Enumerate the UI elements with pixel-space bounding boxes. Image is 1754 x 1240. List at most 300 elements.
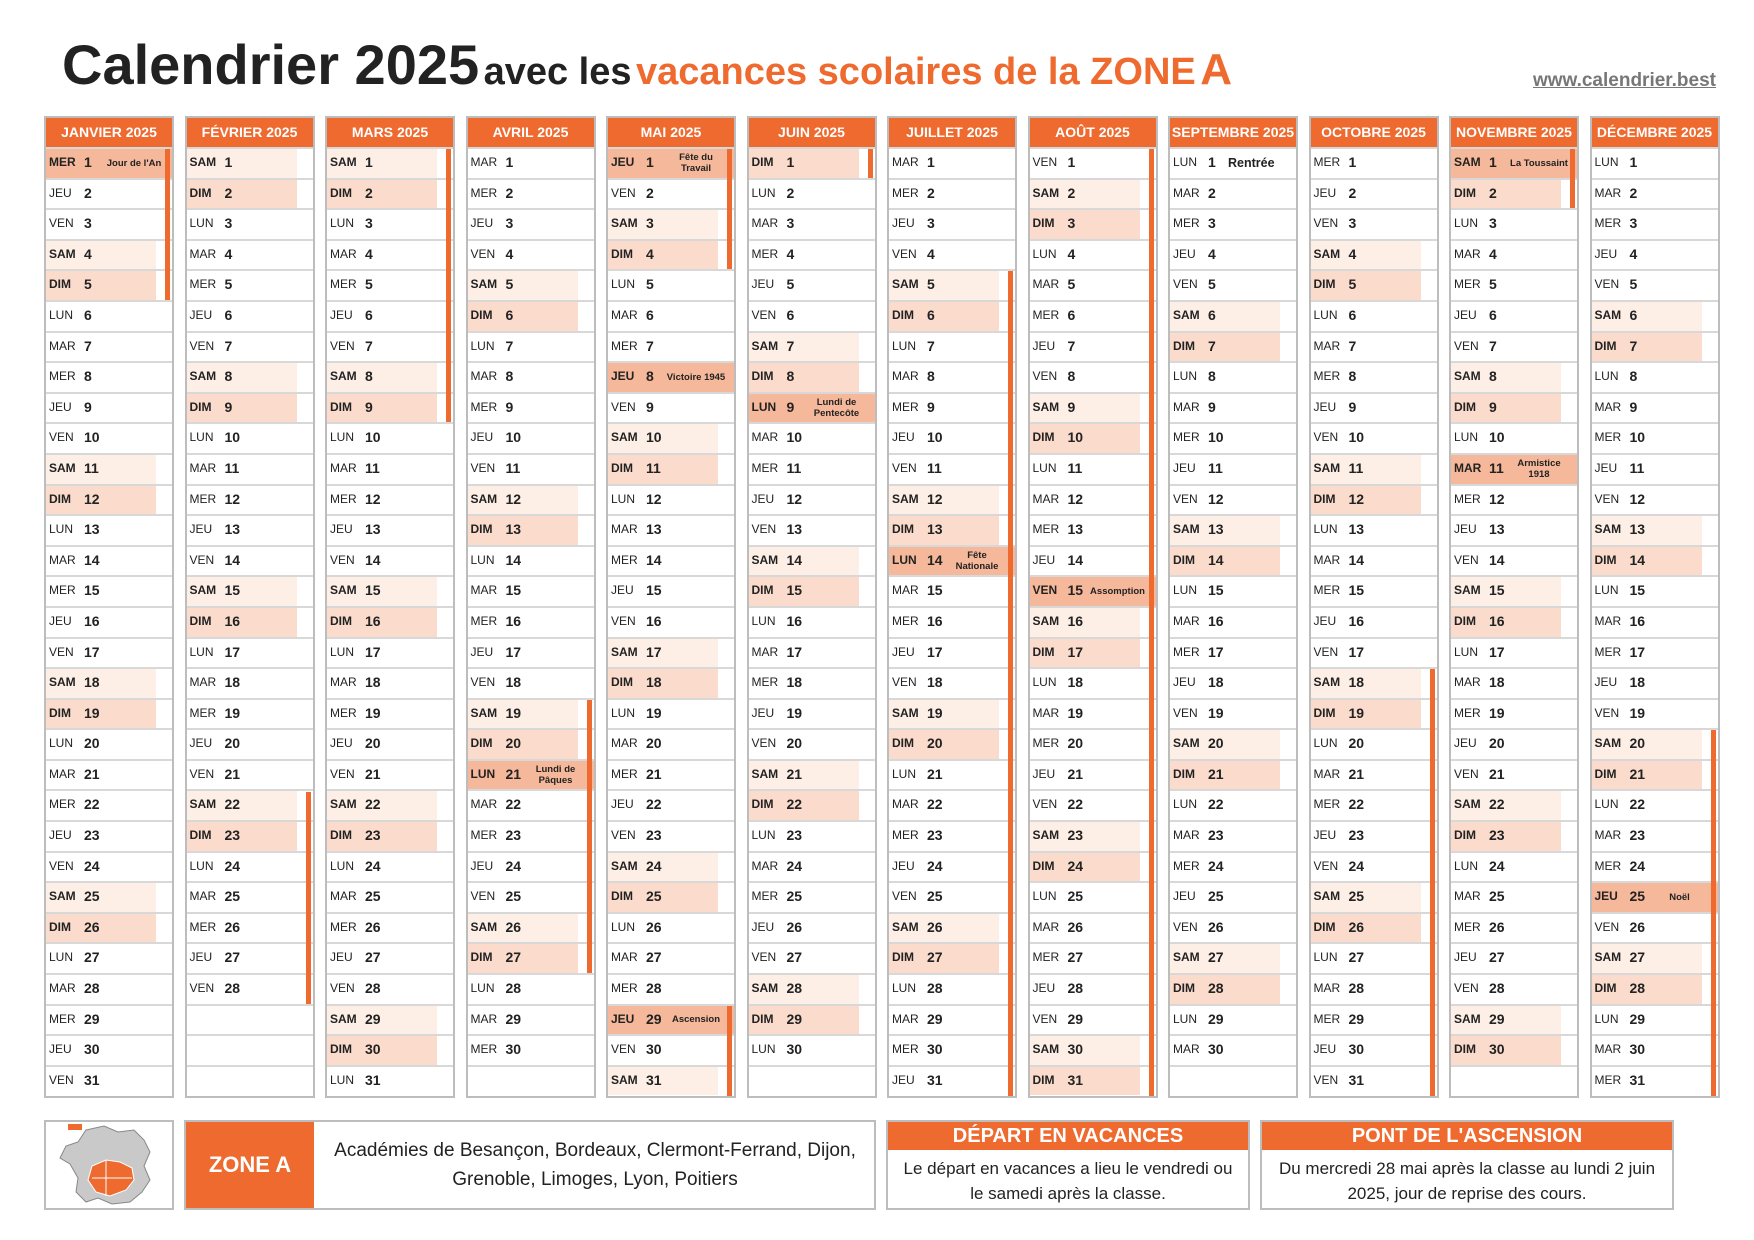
day-cell [1170,239,1296,270]
day-name: SAM [1173,522,1200,537]
day-number: 20 [84,735,100,752]
day-number: 25 [1629,888,1646,905]
day-number: 6 [224,306,233,323]
day-cell [468,881,594,912]
day-cell [1311,698,1437,729]
day-name: LUN [1594,369,1619,384]
day-number: 21 [1208,765,1224,782]
day-name: DIM [1032,858,1055,873]
day-number: 5 [224,276,233,293]
day-name: LUN [1594,583,1619,598]
pont-title: PONT DE L'ASCENSION [1262,1122,1672,1150]
day-number: 9 [1208,398,1216,415]
day-number: 28 [1067,980,1084,997]
day-cell [1311,912,1437,943]
day-cell [46,973,172,1004]
day-number: 6 [84,306,92,323]
day-name: VEN [1032,155,1058,169]
day-number: 15 [224,582,241,599]
day-name: LUN [189,430,214,445]
day-number: 21 [505,765,522,782]
day-number: 13 [1348,521,1365,538]
day-name: MAR [49,552,76,567]
day-number: 21 [1348,765,1365,782]
day-cell [889,422,1015,453]
day-name: MAR [1173,828,1200,843]
day-number: 21 [365,765,381,782]
day-number: 18 [84,674,100,691]
day-cell [889,208,1015,239]
day-cell [889,269,1015,300]
day-name: MAR [1454,460,1482,475]
day-cell [1030,851,1156,882]
day-name: MER [1173,430,1200,445]
day-cell [889,575,1015,606]
day-cell [1592,912,1718,943]
day-cell [1311,851,1437,882]
day-cell [608,606,734,637]
day-cell [327,1004,453,1035]
day-number: 4 [505,245,514,262]
day-number: 27 [1208,949,1224,966]
day-cell [749,575,875,606]
day-number: 26 [84,918,100,935]
day-cell [327,973,453,1004]
day-name: MAR [1032,705,1060,720]
day-name: DIM [189,828,212,843]
day-number: 19 [1348,704,1365,721]
day-number: 3 [786,215,795,232]
day-number: 18 [365,674,381,691]
event-label: Victoire 1945 [666,371,726,383]
day-cell [46,300,172,331]
day-name: MAR [1032,491,1060,506]
month-column [1028,116,1158,1098]
day-name: MER [189,277,217,292]
day-number: 24 [1629,857,1646,874]
day-number: 26 [1489,918,1505,935]
day-cell [468,973,594,1004]
day-name: SAM [892,491,919,506]
day-name: JEU [470,216,494,231]
day-name: JEU [1173,889,1196,904]
empty-day-cell [187,1004,313,1035]
day-name: SAM [1313,889,1341,904]
day-cell [46,178,172,209]
day-cell [608,545,734,576]
day-number: 5 [84,276,92,293]
day-cell [187,575,313,606]
day-number: 24 [224,857,241,874]
month-header: FÉVRIER 2025 [187,118,313,147]
day-cell [1170,453,1296,484]
day-cell [608,239,734,270]
day-name: LUN [330,858,355,873]
zone-map [44,1120,174,1210]
day-cell [1311,759,1437,790]
day-name: MAR [1594,399,1622,414]
day-cell [1451,820,1577,851]
day-cell [1311,361,1437,392]
day-number: 28 [1348,980,1365,997]
day-cell [889,820,1015,851]
day-name: DIM [189,399,212,414]
day-number: 2 [646,184,654,201]
day-cell [1451,514,1577,545]
day-cell [1170,545,1296,576]
day-number: 7 [1208,337,1216,354]
day-name: VEN [892,460,917,475]
day-cell [1451,239,1577,270]
day-name: DIM [470,736,493,751]
day-name: MER [1313,583,1341,598]
day-number: 18 [1348,674,1365,691]
day-number: 17 [1067,643,1084,660]
day-name: SAM [49,460,76,475]
zone-badge: ZONE A [186,1122,314,1208]
day-number: 18 [1208,674,1224,691]
day-number: 10 [224,429,241,446]
day-number: 11 [224,459,240,476]
day-name: SAM [611,216,638,231]
day-name: MER [892,399,919,414]
day-number: 24 [84,857,100,874]
day-cell [1170,698,1296,729]
day-name: DIM [49,277,71,292]
vacation-bar [306,792,311,1004]
day-number: 27 [84,949,100,966]
day-cell [187,606,313,637]
day-number: 7 [1348,337,1357,354]
day-number: 30 [1208,1041,1224,1058]
day-cell [749,545,875,576]
day-cell [46,239,172,270]
day-number: 8 [1348,368,1357,385]
day-name: DIM [1594,338,1617,353]
day-cell [889,789,1015,820]
day-name: SAM [611,430,638,445]
day-number: 31 [1629,1071,1646,1088]
day-number: 22 [1629,796,1646,813]
event-label: Noël [1669,892,1690,904]
website-link[interactable]: www.calendrier.best [1532,70,1716,91]
day-cell [468,545,594,576]
day-cell [1170,484,1296,515]
day-name: MAR [892,583,919,598]
day-cell [1170,422,1296,453]
day-number: 28 [786,980,803,997]
day-name: SAM [1032,399,1060,414]
day-cell [889,637,1015,668]
day-number: 20 [786,735,803,752]
day-name: MER [470,828,498,843]
day-name: LUN [1594,797,1619,812]
day-name: SAM [1594,736,1622,751]
day-cell [1030,239,1156,270]
day-cell [1592,851,1718,882]
empty-day-cell [468,1065,594,1096]
day-cell [1030,667,1156,698]
day-name: VEN [1173,491,1198,506]
day-number: 21 [927,765,943,782]
event-label: Ascension [671,1014,721,1026]
day-cell [46,514,172,545]
day-cell [889,851,1015,882]
day-name: JEU [49,185,72,200]
day-name: MAR [470,369,498,384]
day-name: MAR [470,1011,498,1026]
day-cell [187,820,313,851]
day-cell [749,453,875,484]
day-name: SAM [330,1011,357,1026]
day-name: SAM [1313,675,1341,690]
empty-day-cell [1170,1065,1296,1096]
day-name: LUN [1032,246,1057,261]
day-number: 12 [1629,490,1646,507]
day-cell [327,178,453,209]
day-cell [749,942,875,973]
day-name: SAM [751,338,779,353]
day-name: VEN [1594,919,1620,934]
day-name: JEU [1032,766,1056,781]
day-name: VEN [470,889,496,904]
day-name: SAM [1454,1011,1481,1026]
day-number: 23 [927,827,943,844]
day-name: VEN [330,981,355,996]
day-number: 11 [1348,459,1364,476]
day-name: VEN [49,644,74,659]
vacation-bar [1711,730,1716,1095]
title-main: Calendrier 2025 [62,33,480,96]
day-cell [1311,331,1437,362]
day-name: JEU [751,491,775,506]
day-number: 19 [365,704,381,721]
empty-day-cell [187,1034,313,1065]
day-number: 2 [1067,184,1076,201]
day-number: 30 [1067,1041,1084,1058]
day-name: MAR [611,307,638,322]
day-number: 26 [224,918,241,935]
day-number: 23 [1489,827,1505,844]
day-cell [1592,484,1718,515]
day-name: DIM [1594,981,1617,996]
day-name: MER [751,675,779,690]
day-number: 10 [927,429,943,446]
day-cell [1311,942,1437,973]
day-name: LUN [470,766,496,781]
day-name: VEN [470,246,496,261]
event-label: Rentrée [1228,155,1275,170]
day-cell [327,1034,453,1065]
day-number: 14 [646,551,662,568]
day-number: 15 [927,582,943,599]
day-cell [468,331,594,362]
day-name: JEU [892,644,915,659]
month-header: MAI 2025 [608,118,734,147]
day-number: 10 [1348,429,1365,446]
day-number: 4 [84,245,92,262]
day-number: 13 [365,521,381,538]
day-cell [46,789,172,820]
day-name: DIM [892,522,914,537]
day-name: MAR [1313,766,1341,781]
day-cell [749,881,875,912]
day-name: DIM [1313,705,1336,720]
day-number: 5 [927,276,935,293]
day-cell [1592,208,1718,239]
day-number: 6 [1067,306,1076,323]
day-name: LUN [49,736,74,751]
day-number: 20 [365,735,381,752]
day-cell [1170,575,1296,606]
day-name: VEN [470,460,496,475]
day-name: MAR [1454,675,1481,690]
day-number: 2 [84,184,92,201]
day-number: 25 [84,888,100,905]
day-name: VEN [49,430,74,445]
day-number: 13 [927,521,943,538]
day-cell [1592,575,1718,606]
day-name: LUN [330,1072,355,1087]
day-cell [608,453,734,484]
day-name: SAM [1173,307,1200,322]
day-name: VEN [1594,705,1620,720]
zone-box [184,1120,876,1210]
day-number: 20 [224,735,241,752]
day-name: LUN [611,491,636,506]
day-number: 4 [927,245,935,262]
day-number: 5 [1208,276,1216,293]
day-cell [1030,269,1156,300]
day-name: VEN [751,950,777,965]
day-cell [327,789,453,820]
day-name: VEN [1032,1011,1058,1026]
day-number: 16 [84,612,100,629]
month-header: AOÛT 2025 [1030,118,1156,147]
day-cell [608,881,734,912]
day-number: 11 [1067,459,1083,476]
day-number: 26 [1629,918,1646,935]
day-name: VEN [189,552,215,567]
day-number: 24 [786,857,803,874]
day-name: LUN [611,277,636,292]
day-cell [468,269,594,300]
vacation-bar [1570,149,1575,208]
day-number: 16 [505,612,522,629]
day-cell [889,484,1015,515]
day-number: 14 [1067,551,1084,568]
day-name: MER [1032,307,1060,322]
day-number: 26 [505,918,522,935]
day-number: 14 [505,551,522,568]
day-name: JEU [1313,1042,1337,1057]
event-label: Jour de l'An [106,157,162,169]
day-cell [889,973,1015,1004]
day-number: 9 [1629,398,1638,415]
day-cell [46,1004,172,1035]
day-number: 14 [84,551,100,568]
day-name: DIM [1454,828,1476,843]
day-name: MER [470,613,498,628]
day-cell [1592,698,1718,729]
day-cell [608,1065,734,1096]
month-column [325,116,455,1098]
day-cell [889,606,1015,637]
day-number: 30 [786,1041,803,1058]
day-cell [889,392,1015,423]
day-cell [889,1034,1015,1065]
day-name: VEN [470,675,496,690]
day-name: MAR [49,766,76,781]
day-number: 26 [1067,918,1084,935]
day-number: 30 [1629,1041,1646,1058]
day-name: JEU [611,583,634,598]
day-number: 20 [1489,735,1505,752]
day-cell [327,514,453,545]
day-cell [468,698,594,729]
day-name: LUN [1594,155,1619,169]
day-cell [468,820,594,851]
day-cell [1451,942,1577,973]
day-cell [1170,514,1296,545]
day-name: JEU [1454,950,1477,965]
day-cell [1451,698,1577,729]
day-name: SAM [1594,950,1622,965]
day-name: SAM [49,889,76,904]
day-name: MER [330,491,357,506]
day-name: MER [892,828,919,843]
day-name: SAM [1594,307,1622,322]
day-cell [1170,1034,1296,1065]
day-number: 17 [1489,643,1505,660]
day-number: 13 [646,521,662,538]
day-number: 27 [1067,949,1084,966]
day-name: DIM [751,155,774,169]
day-cell [1030,422,1156,453]
day-name: JEU [330,736,353,751]
day-cell [608,208,734,239]
vacation-bar [1430,669,1435,1095]
day-cell [468,453,594,484]
day-name: MAR [611,522,638,537]
day-number: 4 [646,245,654,262]
day-number: 7 [786,337,795,354]
day-name: VEN [330,338,355,353]
day-name: DIM [189,185,212,200]
day-cell [608,484,734,515]
day-number: 19 [927,704,943,721]
day-name: MER [1594,858,1622,873]
day-cell [1311,484,1437,515]
day-name: JEU [611,369,635,384]
day-number: 15 [646,582,662,599]
day-number: 3 [1067,215,1076,232]
day-number: 9 [505,398,514,415]
day-cell [1170,178,1296,209]
day-cell [468,484,594,515]
day-number: 26 [786,918,803,935]
day-number: 29 [505,1010,522,1027]
day-name: LUN [330,216,355,231]
day-cell [889,331,1015,362]
day-name: MAR [1173,185,1200,200]
day-number: 16 [786,612,803,629]
day-cell [608,392,734,423]
day-cell [1311,820,1437,851]
day-cell [1592,300,1718,331]
day-cell [749,728,875,759]
day-number: 7 [1067,337,1076,354]
